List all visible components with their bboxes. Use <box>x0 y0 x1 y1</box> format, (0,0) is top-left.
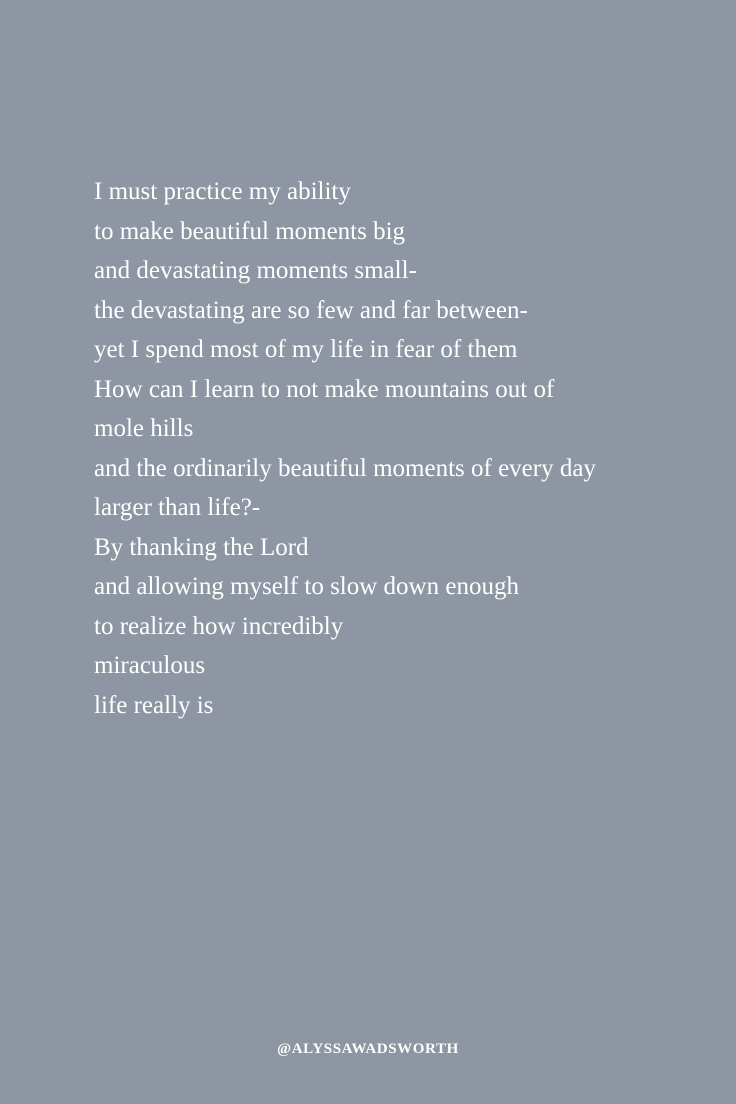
poem-line: I must practice my ability <box>94 178 351 205</box>
poem-line: to make beautiful moments big <box>94 217 406 245</box>
poem-line: and the ordinarily beautiful moments of every day <box>94 454 596 482</box>
poem-line: and allowing myself to slow down enough <box>94 573 519 600</box>
poem-line: larger than life?- <box>94 494 261 521</box>
poem-line: miraculous <box>94 652 206 679</box>
poem-line: How can I learn to not make mountains out of <box>94 375 555 403</box>
poem-line: the devastating are so few and far between- <box>94 296 528 324</box>
poem-line: to realize how incredibly <box>94 612 344 640</box>
author-handle: @ALYSSAWADSWORTH <box>277 1041 459 1057</box>
poem-line: and devastating moments small- <box>94 257 417 284</box>
poem-line: yet I spend most of my life in fear of them <box>94 336 518 363</box>
poem-line: life really is <box>94 691 214 719</box>
poem-text <box>94 172 714 725</box>
poem-line: mole hills <box>94 415 194 442</box>
poem-line: By thanking the Lord <box>94 533 309 561</box>
